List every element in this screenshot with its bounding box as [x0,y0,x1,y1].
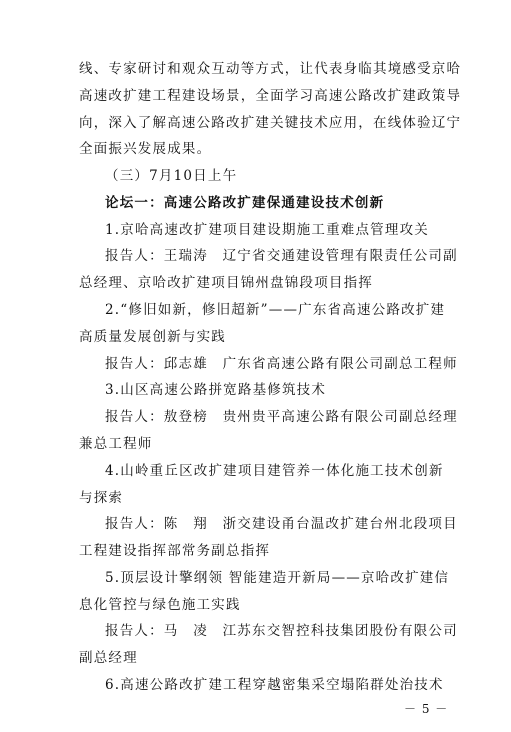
paragraph-line: 向，深入了解高速公路改扩建关键技术应用，在线体验辽宁 [79,115,462,131]
agenda-item: 1.京哈高速改扩建项目建设期施工重难点管理攻关 [105,222,429,238]
agenda-item: 5.顶层设计擎纲领 智能建造开新局——京哈改扩建信 [105,570,450,586]
reporter-line: 报告人：敖登榜 贵州贵平高速公路有限公司副总经理 [105,409,458,425]
agenda-item: 6.高速公路改扩建工程穿越密集采空塌陷群处治技术 [105,677,444,693]
reporter-line: 副总经理 [79,650,138,666]
agenda-item: 4.山岭重丘区改扩建项目建管养一体化施工技术创新 [105,463,444,479]
reporter-line: 总经理、京哈改扩建项目锦州盘锦段项目指挥 [79,275,373,291]
agenda-item: 高质量发展创新与实践 [79,329,226,345]
paragraph-line: 高速改扩建工程建设场景，全面学习高速公路改扩建政策导 [79,88,462,104]
reporter-line: 报告人：陈 翔 浙交建设甬台温改扩建台州北段项目 [105,516,458,532]
reporter-line: 工程建设指挥部常务副总指挥 [79,543,271,559]
reporter-line: 报告人：马 凌 江苏东交智控科技集团股份有限公司 [105,623,458,639]
reporter-line: 报告人：王瑞涛 辽宁省交通建设管理有限责任公司副 [105,248,458,264]
agenda-item: 2.“修旧如新，修旧超新”——广东省高速公路改扩建 [105,302,446,318]
reporter-line: 报告人：邱志雄 广东省高速公路有限公司副总工程师 [105,356,458,372]
section-heading: （三）7月10日上午 [105,168,238,184]
paragraph-line: 全面振兴发展成果。 [79,141,212,157]
agenda-item: 与探索 [79,490,124,506]
agenda-item: 息化管控与绿色施工实践 [79,597,241,613]
agenda-item: 3.山区高速公路拼宽路基修筑技术 [105,382,327,398]
page-number: － 5 － [404,702,449,716]
forum-title: 论坛一：高速公路改扩建保通建设技术创新 [105,195,385,211]
paragraph-line: 线、专家研讨和观众互动等方式，让代表身临其境感受京哈 [79,61,462,77]
reporter-line: 兼总工程师 [79,436,153,452]
